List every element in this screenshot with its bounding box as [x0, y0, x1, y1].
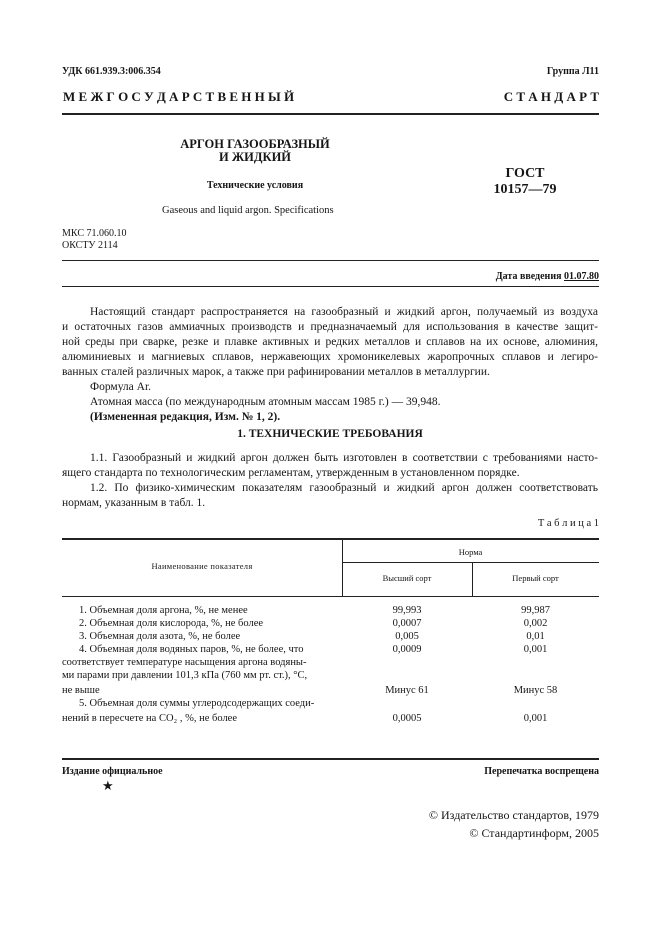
table-row-first: 0,002 — [523, 618, 548, 629]
atomic-mass: Атомная масса (по международным атомным массам 1985 г.) — 39,948. — [90, 396, 441, 408]
section1-title: 1. ТЕХНИЧЕСКИЕ ТРЕБОВАНИЯ — [237, 428, 423, 440]
subtitle: Технические условия — [206, 180, 304, 191]
intro-line: Настоящий стандарт распространяется на газообразный и жидкий аргон, получаемый из воздуха — [90, 306, 598, 318]
table-row-name: 2. Объемная доля кислорода, %, не более — [79, 618, 264, 629]
col-norm-header: Норма — [458, 547, 483, 557]
table-row-first: 0,001 — [523, 644, 548, 655]
intro-date-value: 01.07.80 — [564, 271, 599, 282]
copyright-1979: © Издательство стандартов, 1979 — [428, 808, 599, 822]
p11-line: 1.1. Газообразный и жидкий аргон должен быть изготовлен в соответствии с требованиями насто- — [90, 452, 598, 464]
table-row-first: 0,01 — [526, 631, 545, 642]
col-indicator-header: Наименование показателя — [151, 561, 253, 571]
table-caption: Т а б л и ц а 1 — [537, 518, 599, 529]
mks-code: МКС 71.060.10 — [62, 228, 127, 239]
reprint-notice: Перепечатка воспрещена — [484, 766, 599, 777]
official-edition: Издание официальное — [62, 766, 163, 777]
table-row-name: не выше — [62, 685, 100, 696]
table-row-name: 5. Объемная доля суммы углеродсодержащих соеди- — [79, 698, 315, 709]
formula: Формула Ar. — [90, 381, 152, 393]
col-first-grade-header: Первый сорт — [512, 573, 559, 583]
table-row-name: ми парами при давлении 101,3 кПа (760 мм рт. ст.), °С, — [62, 670, 308, 681]
table-row-top: Минус 61 — [385, 685, 429, 696]
intro-line: алюминиевых и магниевых сплавов, нержавеющих хромоникелевых жаропрочных сплавов и легиро- — [62, 351, 598, 363]
udk-code: УДК 661.939.3:006.354 — [62, 66, 161, 77]
gost-block — [480, 166, 570, 198]
group-code: Группа Л11 — [546, 66, 599, 77]
header-rule — [62, 113, 599, 115]
table-top-rule — [62, 538, 599, 540]
intro-line: ной среды при сварке, резке и плавке активных и редких металлов и сплавов на их основе, алюминия, — [62, 336, 598, 348]
table-row-top: 99,993 — [392, 605, 422, 616]
table-row-first: Минус 58 — [513, 685, 558, 696]
date-rule — [62, 286, 599, 287]
banner-right: С Т А Н Д А Р Т — [503, 89, 599, 104]
intro-date-label: Дата введения — [495, 271, 562, 282]
intro-line: и остаточных газов аммиачных производств и предназначаемый для использования в качестве защит- — [62, 321, 598, 333]
table-row-name: соответствует температуре насыщения аргона водяны- — [62, 657, 307, 668]
table-row-name: 4. Объемная доля водяных паров, %, не более, что — [79, 644, 304, 655]
copyright-2005: © Стандартинформ, 2005 — [469, 826, 599, 840]
table-row-name: 3. Объемная доля азота, %, не более — [79, 631, 241, 642]
paragraph-1-2 — [62, 481, 598, 511]
table-row-top: 0,0007 — [392, 618, 422, 629]
intro-paragraph — [62, 305, 598, 425]
table-row-top: 0,0005 — [392, 713, 422, 724]
table-row-name: нений в пересчете на CO₂ , %, не более — [62, 713, 238, 724]
title-block — [160, 138, 350, 164]
table-row-first: 99,987 — [521, 605, 550, 616]
table-row-first: 0,001 — [523, 713, 548, 724]
english-title: Gaseous and liquid argon. Specifications — [162, 205, 334, 216]
gost-label: ГОСТ — [505, 166, 545, 181]
table-row-top: 0,0009 — [392, 644, 422, 655]
title-line2: И ЖИДКИЙ — [218, 150, 292, 164]
title-line1: АРГОН ГАЗООБРАЗНЫЙ — [180, 137, 330, 151]
col-top-grade-header: Высший сорт — [382, 573, 432, 583]
p12-line: нормам, указанным в табл. 1. — [62, 497, 206, 509]
footer-rule — [62, 758, 599, 760]
intro-line: ванных сталей различных марок, а также при рафинировании металлов в металлургии. — [62, 366, 490, 378]
gost-number: 10157—79 — [493, 182, 557, 197]
codes-rule — [62, 260, 599, 261]
table-header-rule — [62, 596, 599, 597]
p12-line: 1.2. По физико-химическим показателям газообразный и жидкий аргон должен соответствовать — [90, 482, 598, 494]
classification-codes — [62, 228, 126, 252]
table-row-name: 1. Объемная доля аргона, %, не менее — [79, 605, 248, 616]
paragraph-1-1 — [62, 451, 598, 481]
table-row-top: 0,005 — [395, 631, 419, 642]
okstu-code: ОКСТУ 2114 — [62, 240, 118, 251]
banner-left: М Е Ж Г О С У Д А Р С Т В Е Н Н Ы Й — [63, 89, 295, 104]
revision-note: (Измененная редакция, Изм. № 1, 2). — [90, 411, 281, 423]
table-norm-rule — [342, 562, 599, 563]
p11-line: ящего стандарта по технологическим регламентам, утвержденным в установленном порядке. — [62, 467, 520, 479]
star-icon: ★ — [102, 778, 114, 793]
intro-date — [496, 271, 599, 282]
